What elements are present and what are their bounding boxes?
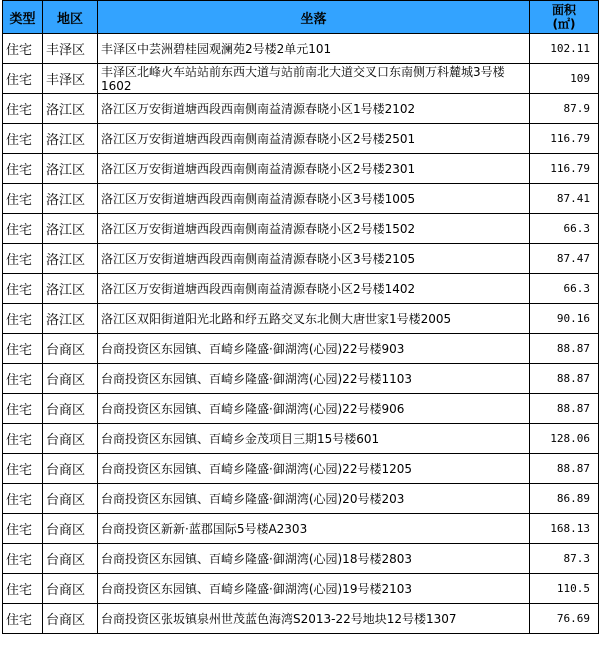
- cell-address: 洛江区万安街道塘西段西南侧南益清源春晓小区2号楼1402: [98, 274, 530, 304]
- header-type: 类型: [3, 1, 43, 34]
- cell-area: 110.5: [530, 574, 599, 604]
- cell-area: 102.11: [530, 34, 599, 64]
- cell-address: 洛江区万安街道塘西段西南侧南益清源春晓小区2号楼2301: [98, 154, 530, 184]
- table-row: [3, 124, 599, 154]
- table-row: [3, 334, 599, 364]
- table-row: [3, 274, 599, 304]
- header-address: 坐落: [98, 1, 530, 34]
- cell-district: 台商区: [43, 544, 98, 574]
- cell-area: 86.89: [530, 484, 599, 514]
- cell-type: 住宅: [3, 514, 43, 544]
- table-body: [3, 34, 599, 634]
- cell-address: 洛江区万安街道塘西段西南侧南益清源春晓小区1号楼2102: [98, 94, 530, 124]
- cell-address: 台商投资区东园镇、百崎乡金茂项目三期15号楼601: [98, 424, 530, 454]
- table-row: [3, 244, 599, 274]
- cell-district: 台商区: [43, 514, 98, 544]
- cell-address: 台商投资区东园镇、百崎乡隆盛·御湖湾(心园)22号楼1205: [98, 454, 530, 484]
- cell-area: 87.3: [530, 544, 599, 574]
- table-row: [3, 214, 599, 244]
- cell-district: 丰泽区: [43, 64, 98, 94]
- cell-area: 116.79: [530, 154, 599, 184]
- table-row: [3, 304, 599, 334]
- cell-area: 90.16: [530, 304, 599, 334]
- cell-type: 住宅: [3, 184, 43, 214]
- header-area-unit: (㎡): [552, 17, 576, 31]
- cell-address: 洛江区万安街道塘西段西南侧南益清源春晓小区3号楼2105: [98, 244, 530, 274]
- cell-district: 洛江区: [43, 274, 98, 304]
- cell-address: 洛江区万安街道塘西段西南侧南益清源春晓小区2号楼1502: [98, 214, 530, 244]
- cell-district: 洛江区: [43, 124, 98, 154]
- cell-area: 88.87: [530, 454, 599, 484]
- cell-address: 台商投资区东园镇、百崎乡隆盛·御湖湾(心园)19号楼2103: [98, 574, 530, 604]
- cell-type: 住宅: [3, 424, 43, 454]
- cell-type: 住宅: [3, 544, 43, 574]
- header-area: [530, 1, 599, 34]
- cell-type: 住宅: [3, 244, 43, 274]
- cell-type: 住宅: [3, 154, 43, 184]
- cell-area: 87.47: [530, 244, 599, 274]
- cell-area: 168.13: [530, 514, 599, 544]
- table-row: [3, 574, 599, 604]
- table-row: [3, 34, 599, 64]
- header-district: 地区: [43, 1, 98, 34]
- cell-area: 66.3: [530, 274, 599, 304]
- cell-address: 台商投资区东园镇、百崎乡隆盛·御湖湾(心园)22号楼1103: [98, 364, 530, 394]
- cell-area: 116.79: [530, 124, 599, 154]
- cell-address: 台商投资区东园镇、百崎乡隆盛·御湖湾(心园)22号楼903: [98, 334, 530, 364]
- cell-district: 洛江区: [43, 94, 98, 124]
- cell-district: 丰泽区: [43, 34, 98, 64]
- cell-address: 台商投资区新新·蓝郡国际5号楼A2303: [98, 514, 530, 544]
- cell-address: 台商投资区东园镇、百崎乡隆盛·御湖湾(心园)18号楼2803: [98, 544, 530, 574]
- table-row: [3, 64, 599, 94]
- cell-area: 76.69: [530, 604, 599, 634]
- cell-type: 住宅: [3, 484, 43, 514]
- property-table: [2, 0, 599, 634]
- cell-type: 住宅: [3, 274, 43, 304]
- table-row: [3, 514, 599, 544]
- cell-area: 88.87: [530, 334, 599, 364]
- cell-area: 109: [530, 64, 599, 94]
- cell-address: 台商投资区东园镇、百崎乡隆盛·御湖湾(心园)20号楼203: [98, 484, 530, 514]
- table-row: [3, 364, 599, 394]
- cell-area: 128.06: [530, 424, 599, 454]
- table-row: [3, 454, 599, 484]
- table-row: [3, 604, 599, 634]
- cell-type: 住宅: [3, 604, 43, 634]
- cell-type: 住宅: [3, 124, 43, 154]
- cell-district: 台商区: [43, 454, 98, 484]
- table-row: [3, 184, 599, 214]
- cell-type: 住宅: [3, 304, 43, 334]
- cell-district: 台商区: [43, 364, 98, 394]
- table-row: [3, 94, 599, 124]
- cell-address: 台商投资区东园镇、百崎乡隆盛·御湖湾(心园)22号楼906: [98, 394, 530, 424]
- cell-address: 丰泽区北峰火车站站前东西大道与站前南北大道交叉口东南侧万科麓城3号楼1602: [98, 64, 530, 94]
- cell-area: 87.41: [530, 184, 599, 214]
- cell-type: 住宅: [3, 214, 43, 244]
- cell-address: 丰泽区中芸洲碧桂园观澜苑2号楼2单元101: [98, 34, 530, 64]
- cell-district: 洛江区: [43, 304, 98, 334]
- cell-district: 台商区: [43, 574, 98, 604]
- cell-district: 洛江区: [43, 214, 98, 244]
- cell-type: 住宅: [3, 334, 43, 364]
- cell-address: 洛江区万安街道塘西段西南侧南益清源春晓小区2号楼2501: [98, 124, 530, 154]
- cell-district: 洛江区: [43, 244, 98, 274]
- cell-type: 住宅: [3, 394, 43, 424]
- cell-address: 洛江区双阳街道阳光北路和纾五路交叉东北侧大唐世家1号楼2005: [98, 304, 530, 334]
- cell-district: 台商区: [43, 604, 98, 634]
- header-row: [3, 1, 599, 34]
- table-row: [3, 484, 599, 514]
- cell-district: 台商区: [43, 484, 98, 514]
- cell-district: 台商区: [43, 334, 98, 364]
- cell-address: 洛江区万安街道塘西段西南侧南益清源春晓小区3号楼1005: [98, 184, 530, 214]
- cell-district: 洛江区: [43, 154, 98, 184]
- cell-district: 台商区: [43, 424, 98, 454]
- cell-district: 台商区: [43, 394, 98, 424]
- cell-type: 住宅: [3, 574, 43, 604]
- cell-area: 66.3: [530, 214, 599, 244]
- cell-type: 住宅: [3, 64, 43, 94]
- table-row: [3, 154, 599, 184]
- table-row: [3, 394, 599, 424]
- cell-type: 住宅: [3, 34, 43, 64]
- header-area-label: 面积: [551, 3, 576, 17]
- cell-area: 88.87: [530, 394, 599, 424]
- cell-district: 洛江区: [43, 184, 98, 214]
- table-row: [3, 544, 599, 574]
- cell-area: 87.9: [530, 94, 599, 124]
- cell-type: 住宅: [3, 94, 43, 124]
- cell-type: 住宅: [3, 454, 43, 484]
- cell-type: 住宅: [3, 364, 43, 394]
- table-row: [3, 424, 599, 454]
- cell-area: 88.87: [530, 364, 599, 394]
- cell-address: 台商投资区张坂镇泉州世茂蓝色海湾S2013-22号地块12号楼1307: [98, 604, 530, 634]
